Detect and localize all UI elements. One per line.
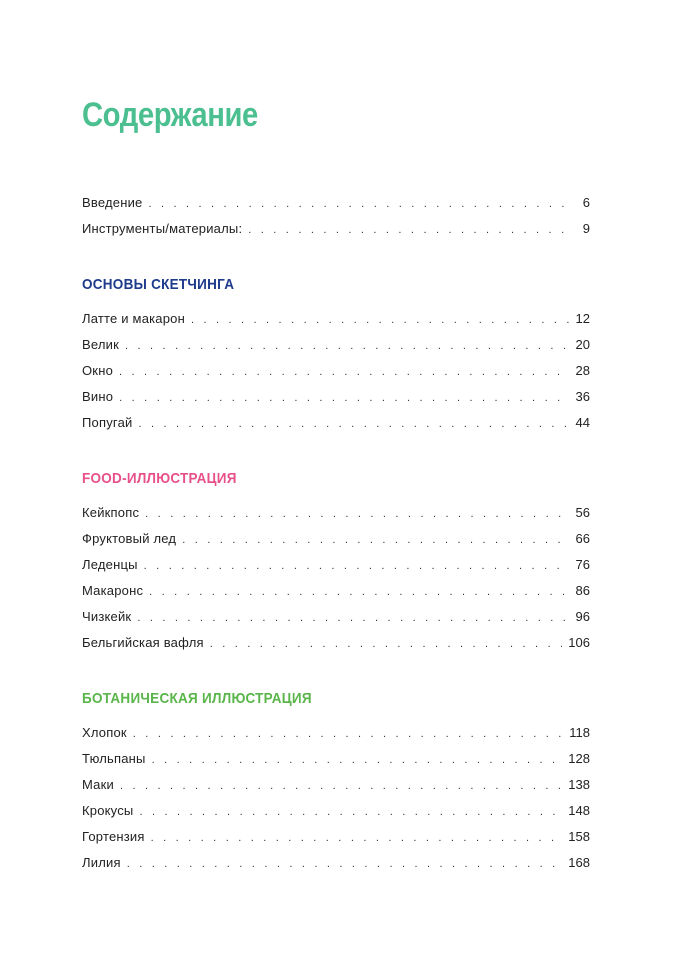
- toc-entry-page: 20: [575, 337, 590, 352]
- toc-entry: [82, 630, 590, 656]
- section-title-food: FOOD-ИЛЛЮСТРАЦИЯ: [82, 470, 237, 487]
- toc-dot-leader: [149, 579, 569, 605]
- toc-dot-leader: [191, 307, 570, 333]
- toc-entry-label: Велик: [82, 337, 120, 352]
- toc-entry-label: Введение: [82, 195, 143, 210]
- toc-entry-label: Чизкейк: [82, 609, 132, 624]
- toc-entry-page: 56: [575, 505, 590, 520]
- toc-entry-page: 168: [568, 855, 590, 870]
- toc-entry-label: Тюльпаны: [82, 751, 146, 766]
- toc-entry: [82, 358, 590, 384]
- toc-entry-page: 36: [575, 389, 590, 404]
- toc-entry-label: Лилия: [82, 855, 121, 870]
- toc-entry: [82, 720, 590, 746]
- toc-entry-label: Гортензия: [82, 829, 145, 844]
- section-title-botanical: БОТАНИЧЕСКАЯ ИЛЛЮСТРАЦИЯ: [82, 690, 312, 707]
- toc-entry-page: 158: [568, 829, 590, 844]
- toc-entry: [82, 190, 590, 216]
- toc-entry: [82, 306, 590, 332]
- toc-dot-leader: [125, 333, 570, 359]
- toc-entry: [82, 332, 590, 358]
- toc-entry: [82, 410, 590, 436]
- toc-entry-label: Фруктовый лед: [82, 531, 177, 546]
- toc-dot-leader: [148, 191, 574, 217]
- toc-entry-page: 44: [575, 415, 590, 430]
- toc-entry: [82, 824, 590, 850]
- toc-dot-leader: [127, 851, 563, 877]
- toc-entry: [82, 604, 590, 630]
- toc-entry-label: Кейкпопс: [82, 505, 140, 520]
- toc-entry-page: 9: [582, 221, 590, 236]
- toc-entry-page: 28: [575, 363, 590, 378]
- toc-dot-leader: [120, 773, 562, 799]
- toc-dot-leader: [138, 411, 569, 437]
- toc-entry-page: 106: [568, 635, 590, 650]
- toc-entry-label: Леденцы: [82, 557, 138, 572]
- toc-dot-leader: [182, 527, 569, 553]
- toc-basics-list: [82, 306, 590, 436]
- toc-dot-leader: [144, 553, 570, 579]
- toc-entry: [82, 798, 590, 824]
- toc-entry-label: Инструменты/материалы:: [82, 221, 243, 236]
- toc-dot-leader: [137, 605, 569, 631]
- toc-entry: [82, 526, 590, 552]
- toc-botanical-list: [82, 720, 590, 876]
- toc-food-list: [82, 500, 590, 656]
- toc-entry-page: 118: [569, 725, 590, 740]
- toc-entry: [82, 850, 590, 876]
- toc-dot-leader: [145, 501, 569, 527]
- toc-entry-label: Маки: [82, 777, 114, 792]
- toc-entry-page: 138: [568, 777, 590, 792]
- toc-entry-label: Макаронс: [82, 583, 144, 598]
- toc-dot-leader: [139, 799, 562, 825]
- toc-dot-leader: [133, 721, 563, 747]
- toc-entry-page: 66: [575, 531, 590, 546]
- toc-entry-label: Попугай: [82, 415, 133, 430]
- toc-entry-label: Латте и макарон: [82, 311, 185, 326]
- section-title-basics: ОСНОВЫ СКЕТЧИНГА: [82, 276, 235, 293]
- toc-dot-leader: [210, 631, 563, 657]
- toc-entry: [82, 746, 590, 772]
- toc-dot-leader: [119, 359, 570, 385]
- toc-entry-page: 12: [575, 311, 590, 326]
- toc-entry-label: Вино: [82, 389, 114, 404]
- toc-entry-page: 76: [575, 557, 590, 572]
- toc-entry: [82, 552, 590, 578]
- toc-dot-leader: [151, 825, 563, 851]
- toc-entry-page: 86: [575, 583, 590, 598]
- toc-entry: [82, 216, 590, 242]
- toc-intro-list: [82, 190, 590, 242]
- toc-entry-page: 6: [582, 195, 590, 210]
- toc-dot-leader: [152, 747, 563, 773]
- toc-entry: [82, 500, 590, 526]
- toc-entry: [82, 578, 590, 604]
- toc-entry-label: Окно: [82, 363, 114, 378]
- toc-dot-leader: [248, 217, 574, 243]
- page-title: Содержание: [82, 96, 258, 134]
- toc-entry: [82, 384, 590, 410]
- toc-entry-page: 128: [568, 751, 590, 766]
- toc-dot-leader: [119, 385, 569, 411]
- toc-entry-page: 96: [575, 609, 590, 624]
- toc-entry-label: Крокусы: [82, 803, 134, 818]
- toc-entry: [82, 772, 590, 798]
- toc-entry-label: Хлопок: [82, 725, 127, 740]
- toc-entry-label: Бельгийская вафля: [82, 635, 204, 650]
- toc-entry-page: 148: [568, 803, 590, 818]
